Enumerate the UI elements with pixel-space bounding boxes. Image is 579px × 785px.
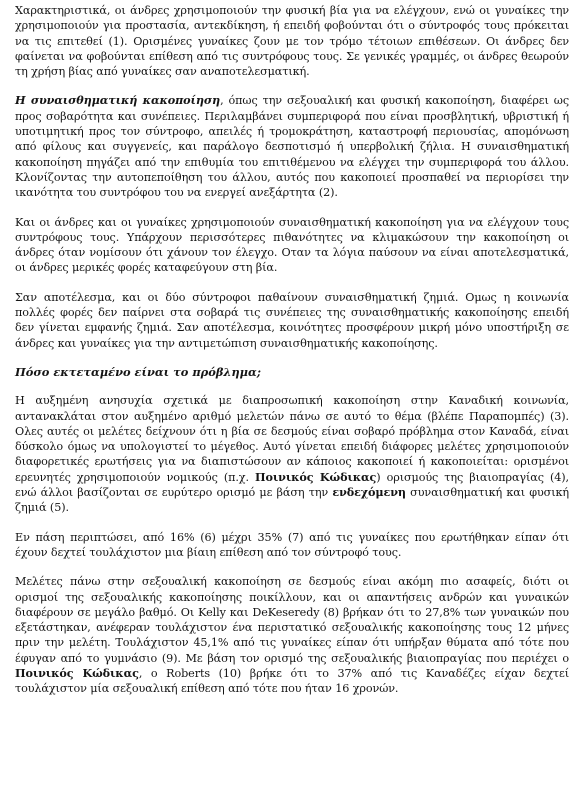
paragraph-sexual-abuse-part-b: , ο Roberts (10) βρήκε ότι το 37% από τις Καναδέζες είχαν δεχτεί τουλάχιστον μία σεξουαλική επίθεση από τότε που ήταν 16 χρονών.	[15, 666, 569, 696]
paragraph-sexual-abuse	[15, 574, 569, 696]
paragraph-statistics: Εν πάση περιπτώσει, από 16% (6) μέχρι 35% (7) από τις γυναίκες που ερωτήθηκαν είπαν ότι έχουν δεχτεί τουλάχιστον μια βίαιη επίθεση από τον σύντροφό τους.	[15, 530, 569, 559]
paragraph-emotional-abuse-text: , όπως την σεξουαλική και φυσική κακοποίηση, διαφέρει ως προς σοβαρότητα και συνέπειες. Περιλαμβάνει συμπεριφορά που είναι προσβλητική, υβριστική ή υποτιμητική προς τον σύντροφο, απειλές ή τρομοκράτηση, καταστροφή περιουσίας, απομόνωση από φίλους και συγγενείς, και παράλογο δεσποτισμό ή υπερβολική ζήλια. Η συναισθηματική κακοποίηση πηγάζει από την επιθυμία του επιτιθέμενου να ελέγχει την συμπεριφορά του άλλου. Κλονίζοντας την αυτοπεποίθηση του άλλου, αυτός που κακοποιεί προσπαθεί να περιορίσει την ικανότητα του συντρόφου του να ενεργεί ανεξάρτητα (2).	[15, 94, 569, 200]
paragraph-consequences: Σαν αποτέλεσμα, και οι δύο σύντροφοι παθαίνουν συναισθηματική ζημιά. Ομως η κοινωνία πολλές φορές δεν παίρνει στα σοβαρά τις συνέπειες της συναισθηματικής κακοποίησης επειδή δεν γίνεται εμφανής ζημιά. Σαν αποτέλεσμα, κοινότητες προσφέρουν μικρή μόνο υποστήριξη σε άνδρες και γυναίκες για την αντιμετώπιση συναισθηματικής κακοποίησης.	[15, 290, 569, 350]
paragraph-sexual-abuse-part-a: Μελέτες πάνω στην σεξουαλική κακοποίηση σε δεσμούς είναι ακόμη πιο ασαφείς, διότι οι ορισμοί της σεξουαλικής κακοποίησης ποικίλλουν, και οι απαντήσεις ανδρών και γυναικών διαφέρουν σε μεγάλο βαθμό. Οι Kelly και DeKeseredy (8) βρήκαν ότι το 27,8% των γυναικών που εξετάστηκαν, ανέφεραν τουλάχιστον ένα περιστατικό σεξουαλικής κακοποίησης τους 12 μήνες πριν την μελέτη. Τουλάχιστον 45,1% από τις γυναίκες είπαν ότι υπήρξαν θύματα από τότε που έφυγαν από το γυμνάσιο (9). Με βάση τον ορισμό της σεξουαλικής βιαιοπραγίας που περιέχει ο	[15, 575, 569, 665]
criminal-code-term: Ποινικός Κώδικας	[255, 469, 377, 484]
possible-term: ενδεχόμενη	[332, 485, 406, 500]
paragraph-extent-part-b: ) ορισμούς της βιαιοπραγίας (4), ενώ άλλοι βασίζονται σε ευρύτερο ορισμό με βάση την	[15, 470, 569, 500]
paragraph-control-violence: Χαρακτηριστικά, οι άνδρες χρησιμοποιούν την φυσική βία για να ελέγχουν, ενώ οι γυναίκες την χρησιμοποιούν για προστασία, αντεκδίκηση, ή επειδή φοβούνται ότι ο σύντροφός τους πρόκειται να τις επιτεθεί (1). Ορισμένες γυναίκες ζουν με τον τρόμο τέτοιων επιθέσεων. Οι άνδρες δεν φαίνεται να φοβούνται επίθεση από τις συντρόφους τους. Σε γενικές γραμμές, οι άνδρες θεωρούν τη χρήση βίας από γυναίκες σαν αναποτελεσματική.	[15, 4, 569, 79]
term-emotional-abuse: Η συναισθηματική κακοποίηση	[15, 93, 221, 108]
section-heading: Πόσο εκτεταμένο είναι το πρόβλημα;	[15, 364, 261, 379]
paragraph-extent-part-a: Η αυξημένη ανησυχία σχετικά με διαπροσωπική κακοποίηση στην Καναδική κοινωνία, αντανακλάται στον αυξημένο αριθμό μελετών πάνω σε αυτό το θέμα (βλέπε Παραπομπές) (3). Ολες αυτές οι μελέτες δείχνουν ότι η βία σε δεσμούς είναι σοβαρό πρόβλημα στον Καναδά, είναι δύσκολο όμως να υπολογιστεί το μέγεθος. Αυτό γίνεται επειδή διάφορες μελέτες χρησιμοποιούν διαφορετικές ερωτήσεις για να διαπιστώσουν αν κάποιος κακοποιεί ή κακοποιείται: ορισμένοι ερευνητές χρησιμοποιούν νομικούς (π.χ.	[15, 394, 569, 484]
paragraph-extent-part-c: συναισθηματική και φυσική ζημιά (5).	[15, 486, 569, 515]
paragraph-both-partners: Και οι άνδρες και οι γυναίκες χρησιμοποιούν συναισθηματική κακοποίηση για να ελέγχουν τους συντρόφους τους. Υπάρχουν περισσότερες πιθανότητες να κλιμακώσουν την κακοποίηση οι άνδρες όταν νομίσουν ότι χάνουν τον έλεγχο. Οταν τα λόγια παύσουν να είναι αποτελεσματικά, οι άνδρες μερικές φορές καταφεύγουν στη βία.	[15, 215, 569, 275]
criminal-code-term-2: Ποινικός Κώδικας	[15, 665, 139, 680]
paragraph-extent	[15, 393, 569, 515]
paragraph-emotional-abuse	[15, 93, 569, 200]
